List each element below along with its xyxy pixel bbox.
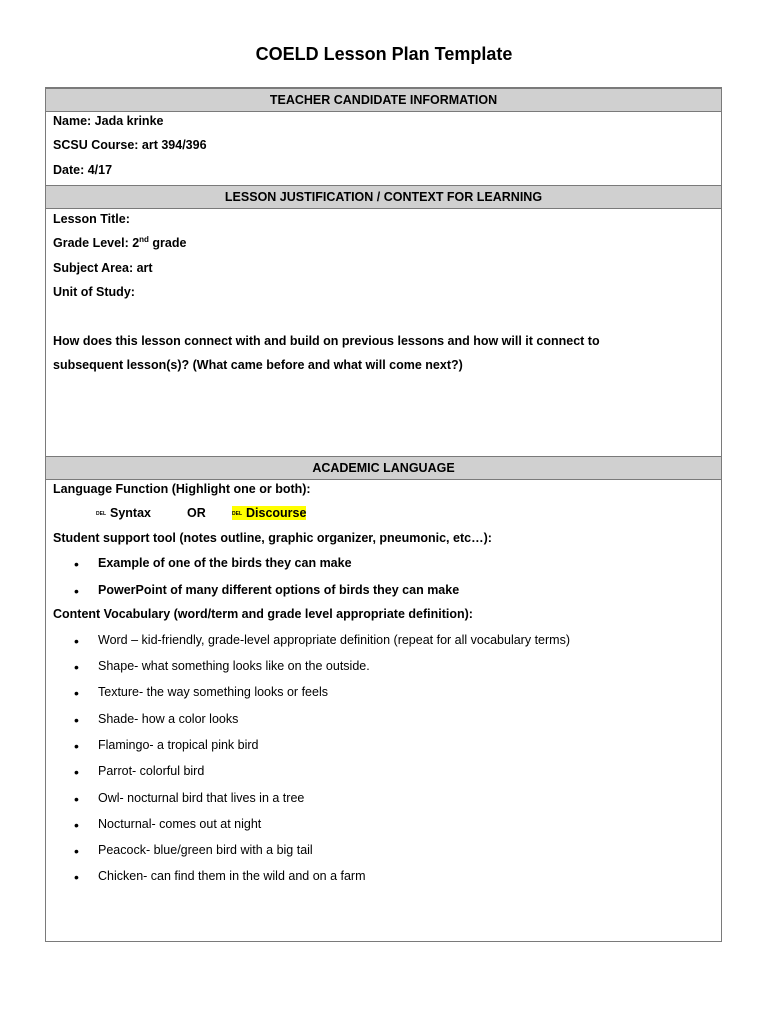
bullet-icon: • [74,633,79,649]
bullet-icon: • [74,869,79,885]
support-tool-field: Student support tool (notes outline, graphic organizer, pneumonic, etc…): [53,531,492,545]
vocab-item: Nocturnal- comes out at night [98,817,262,831]
syntax-option [96,506,151,520]
bullet-icon: • [74,817,79,833]
discourse-option [232,506,306,520]
bullet-icon: • [74,659,79,675]
discourse-label: Discourse [246,506,307,520]
grade-prefix: Grade Level: 2 [53,236,140,250]
grade-superscript: nd [139,234,149,244]
or-label: OR [187,506,206,520]
academic-language-header: ACADEMIC LANGUAGE [46,456,721,480]
vocab-item: Shade- how a color looks [98,712,239,726]
grade-level-field [53,236,186,250]
language-function-field: Language Function (Highlight one or both): [53,482,311,496]
support-item-2: PowerPoint of many different options of birds they can make [98,583,460,597]
bullet-icon: • [74,764,79,780]
vocab-item: Flamingo- a tropical pink bird [98,738,259,752]
vocab-item: Shape- what something looks like on the outside. [98,659,370,673]
subject-area-field: Subject Area: art [53,261,153,275]
vocab-item: Parrot- colorful bird [98,764,205,778]
grade-suffix: grade [148,236,187,250]
unit-of-study-field: Unit of Study: [53,285,135,299]
syntax-label: Syntax [110,506,151,520]
vocab-item: Word – kid-friendly, grade-level appropriate definition (repeat for all vocabulary terms) [98,633,570,647]
vocab-item: Chicken- can find them in the wild and on a farm [98,869,366,883]
teacher-info-header: TEACHER CANDIDATE INFORMATION [46,88,721,112]
justification-header: LESSON JUSTIFICATION / CONTEXT FOR LEARNING [46,185,721,209]
vocab-item: Peacock- blue/green bird with a big tail [98,843,313,857]
date-field: Date: 4/17 [53,163,113,177]
discourse-tiny-label: DEL [232,510,242,517]
bullet-icon: • [74,791,79,807]
support-item-1: Example of one of the birds they can make [98,556,352,570]
document-title: COELD Lesson Plan Template [255,44,513,64]
vocab-item: Owl- nocturnal bird that lives in a tree [98,791,305,805]
vocab-heading: Content Vocabulary (word/term and grade level appropriate definition): [53,607,473,621]
lesson-title-field: Lesson Title: [53,212,130,226]
name-field: Name: Jada krinke [53,114,164,128]
lesson-plan-table [45,87,722,942]
syntax-tiny-label: DEL [96,510,106,517]
vocab-item: Texture- the way something looks or feels [98,685,328,699]
bullet-icon: • [74,685,79,701]
bullet-icon: • [74,583,79,599]
course-field: SCSU Course: art 394/396 [53,138,207,152]
question-line-2: subsequent lesson(s)? (What came before and what will come next?) [53,358,463,372]
bullet-icon: • [74,712,79,728]
question-line-1: How does this lesson connect with and build on previous lessons and how will it connect to [53,334,600,348]
bullet-icon: • [74,738,79,754]
bullet-icon: • [74,556,79,572]
bullet-icon: • [74,843,79,859]
